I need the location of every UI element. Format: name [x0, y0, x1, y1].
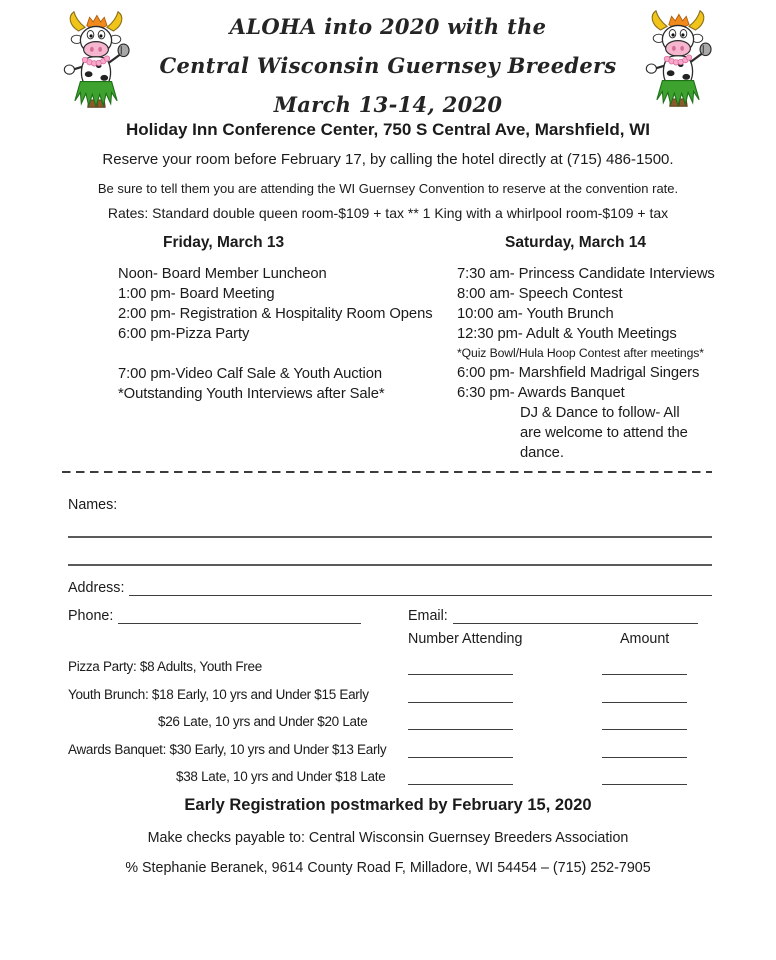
email-label: Email: — [408, 608, 448, 624]
number-attending-blank — [408, 702, 513, 703]
phone-row — [68, 606, 361, 624]
saturday-heading: Saturday, March 14 — [505, 234, 646, 251]
title-line-3: March 13-14, 2020 — [273, 92, 503, 117]
fee-row — [0, 734, 776, 761]
schedule-item: Noon- Board Member Luncheon — [118, 266, 327, 282]
fee-label: $38 Late, 10 yrs and Under $18 Late — [176, 768, 386, 784]
number-attending-header: Number Attending — [408, 631, 523, 647]
amount-blank — [602, 702, 687, 703]
phone-label: Phone: — [68, 608, 114, 624]
amount-blank — [602, 674, 687, 675]
number-attending-blank — [408, 784, 513, 785]
fee-row — [0, 762, 776, 789]
amount-header: Amount — [620, 631, 670, 647]
number-attending-blank — [408, 729, 513, 730]
venue-address: Holiday Inn Conference Center, 750 S Central Ave, Marshfield, WI — [126, 120, 650, 139]
early-registration-deadline: Early Registration postmarked by February 15, 2020 — [184, 796, 592, 814]
fee-label: Youth Brunch: $18 Early, 10 yrs and Under $15 Early — [68, 686, 369, 702]
fee-label: $26 Late, 10 yrs and Under $20 Late — [158, 714, 368, 730]
schedule-item: DJ & Dance to follow- All — [520, 405, 680, 421]
checks-payable-note: Make checks payable to: Central Wisconsin Guernsey Breeders Association — [147, 830, 629, 846]
names-blank-line-2 — [68, 564, 712, 566]
title-line-2: Central Wisconsin Guernsey Breeders — [159, 53, 617, 78]
amount-blank — [602, 784, 687, 785]
contact-address: % Stephanie Beranek, 9614 County Road F, Milladore, WI 54454 – (715) 252-7905 — [125, 860, 651, 876]
names-label: Names: — [68, 497, 118, 513]
email-blank — [453, 606, 698, 624]
schedule-item: 7:30 am- Princess Candidate Interviews — [457, 266, 715, 282]
convention-rate-note: Be sure to tell them you are attending the WI Guernsey Convention to reserve at the convention rate. — [97, 181, 679, 196]
friday-heading: Friday, March 13 — [163, 234, 285, 251]
saturday-schedule — [457, 264, 767, 463]
schedule-item: dance. — [520, 445, 564, 461]
address-label: Address: — [68, 580, 125, 596]
address-blank — [129, 578, 712, 596]
schedule-item: 2:00 pm- Registration & Hospitality Room Opens — [118, 306, 433, 322]
names-blank-line-1 — [68, 536, 712, 538]
schedule-item: are welcome to attend the — [520, 425, 688, 441]
fee-row — [0, 679, 776, 706]
amount-blank — [602, 729, 687, 730]
number-attending-blank — [408, 757, 513, 758]
email-row — [408, 606, 698, 624]
reservation-info: Reserve your room before February 17, by calling the hotel directly at (715) 486-1500. — [102, 151, 674, 168]
schedule-item: *Outstanding Youth Interviews after Sale* — [118, 386, 385, 402]
schedule-item: 6:00 pm-Pizza Party — [118, 326, 250, 342]
fee-label: Pizza Party: $8 Adults, Youth Free — [68, 659, 262, 675]
schedule-item: 8:00 am- Speech Contest — [457, 286, 623, 302]
schedule-item: 1:00 pm- Board Meeting — [118, 286, 275, 302]
friday-schedule — [118, 264, 453, 404]
phone-blank — [118, 606, 361, 624]
address-row — [68, 578, 712, 596]
fee-label: Awards Banquet: $30 Early, 10 yrs and Under $13 Early — [68, 741, 387, 757]
schedule-item: 10:00 am- Youth Brunch — [457, 306, 614, 322]
schedule-item: *Quiz Bowl/Hula Hoop Contest after meetings* — [457, 346, 704, 360]
title-line-1: ALOHA into 2020 with the — [229, 14, 547, 39]
title-block — [0, 7, 776, 124]
schedule-item: 12:30 pm- Adult & Youth Meetings — [457, 326, 677, 342]
schedule-item: 7:00 pm-Video Calf Sale & Youth Auction — [118, 366, 383, 382]
dashed-separator — [62, 471, 712, 473]
room-rates: Rates: Standard double queen room-$109 + tax ** 1 King with a whirlpool room-$109 + tax — [107, 205, 669, 221]
fee-row — [0, 707, 776, 734]
amount-blank — [602, 757, 687, 758]
fee-rows — [0, 652, 776, 789]
number-attending-blank — [408, 674, 513, 675]
schedule-item: 6:30 pm- Awards Banquet — [457, 385, 625, 401]
fee-row — [0, 652, 776, 679]
schedule-item: 6:00 pm- Marshfield Madrigal Singers — [457, 365, 700, 381]
